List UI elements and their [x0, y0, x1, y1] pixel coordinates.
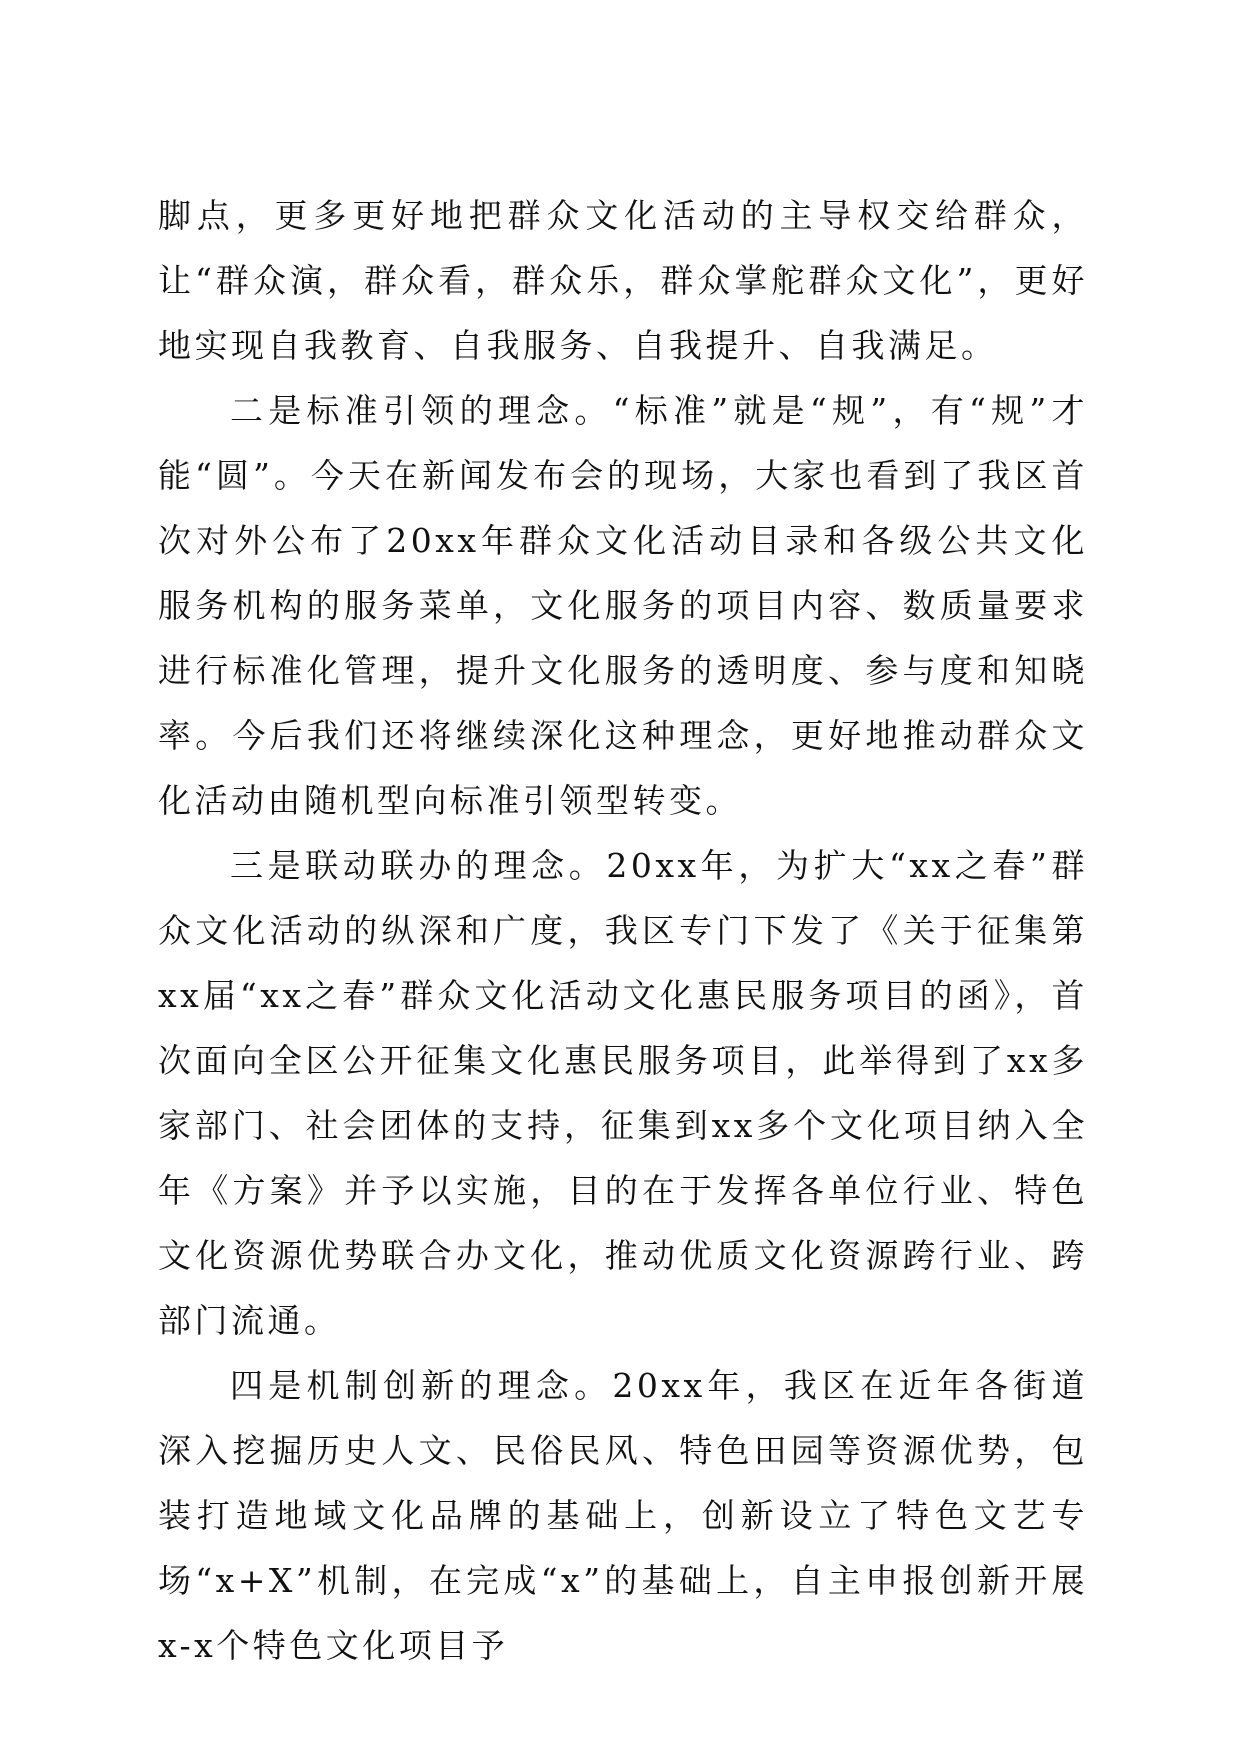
- document-body: [158, 183, 1088, 1678]
- paragraph-3: 三是联动联办的理念。20xx年，为扩大“xx之春”群众文化活动的纵深和广度，我区专门下发了《关于征集第xx届“xx之春”群众文化活动文化惠民服务项目的函》，首次面向全区公开征集文化惠民服务项目，此举得到了xx多家部门、社会团体的支持，征集到xx多个文化项目纳入全年《方案》并予以实施，目的在于发挥各单位行业、特色文化资源优势联合办文化，推动优质文化资源跨行业、跨部门流通。: [158, 846, 1088, 1340]
- paragraph-4: 四是机制创新的理念。20xx年，我区在近年各街道深入挖掘历史人文、民俗民风、特色田园等资源优势，包装打造地域文化品牌的基础上，创新设立了特色文艺专场“x+X”机制，在完成“x”的基础上，自主申报创新开展x-x个特色文化项目予: [158, 1366, 1088, 1665]
- paragraph-1: 脚点，更多更好地把群众文化活动的主导权交给群众，让“群众演，群众看，群众乐，群众掌舵群众文化”，更好地实现自我教育、自我服务、自我提升、自我满足。: [158, 196, 1088, 365]
- paragraph-2: 二是标准引领的理念。“标准”就是“规”，有“规”才能“圆”。今天在新闻发布会的现场，大家也看到了我区首次对外公布了20xx年群众文化活动目录和各级公共文化服务机构的服务菜单，文化服务的项目内容、数质量要求进行标准化管理，提升文化服务的透明度、参与度和知晓率。今后我们还将继续深化这种理念，更好地推动群众文化活动由随机型向标准引领型转变。: [158, 391, 1088, 820]
